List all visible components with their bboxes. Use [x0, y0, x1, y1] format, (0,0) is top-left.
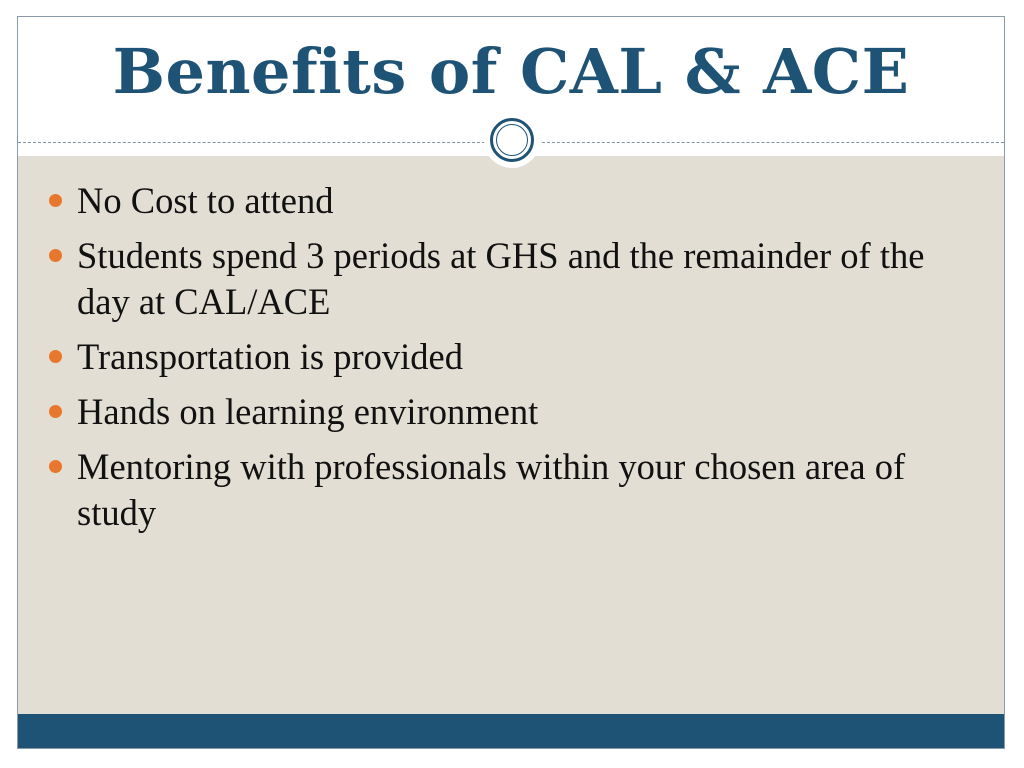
bullet-item — [48, 334, 978, 380]
bullet-text: Mentoring with professionals within your chosen area of study — [77, 446, 906, 533]
bullet-text: No Cost to attend — [77, 180, 334, 221]
footer-bar — [18, 714, 1004, 748]
ornament-inner-ring — [496, 124, 528, 156]
slide-title: Benefits of CAL & ACE — [112, 35, 910, 108]
bullet-text: Transportation is provided — [77, 336, 463, 377]
divider-circle-ornament — [484, 112, 540, 168]
bullet-item — [48, 444, 978, 536]
ornament-outer-ring — [490, 118, 534, 162]
bullet-text: Hands on learning environment — [77, 391, 539, 432]
bullet-dot-icon — [49, 249, 62, 262]
bullet-item — [48, 178, 978, 224]
bullet-item — [48, 389, 978, 435]
bullet-dot-icon — [49, 350, 62, 363]
bullet-dot-icon — [49, 194, 62, 207]
bullet-list — [48, 178, 978, 545]
bullet-dot-icon — [49, 405, 62, 418]
bullet-text: Students spend 3 periods at GHS and the remainder of the day at CAL/ACE — [77, 235, 925, 322]
bullet-item — [48, 233, 978, 325]
bullet-dot-icon — [49, 460, 62, 473]
slide — [17, 16, 1005, 749]
